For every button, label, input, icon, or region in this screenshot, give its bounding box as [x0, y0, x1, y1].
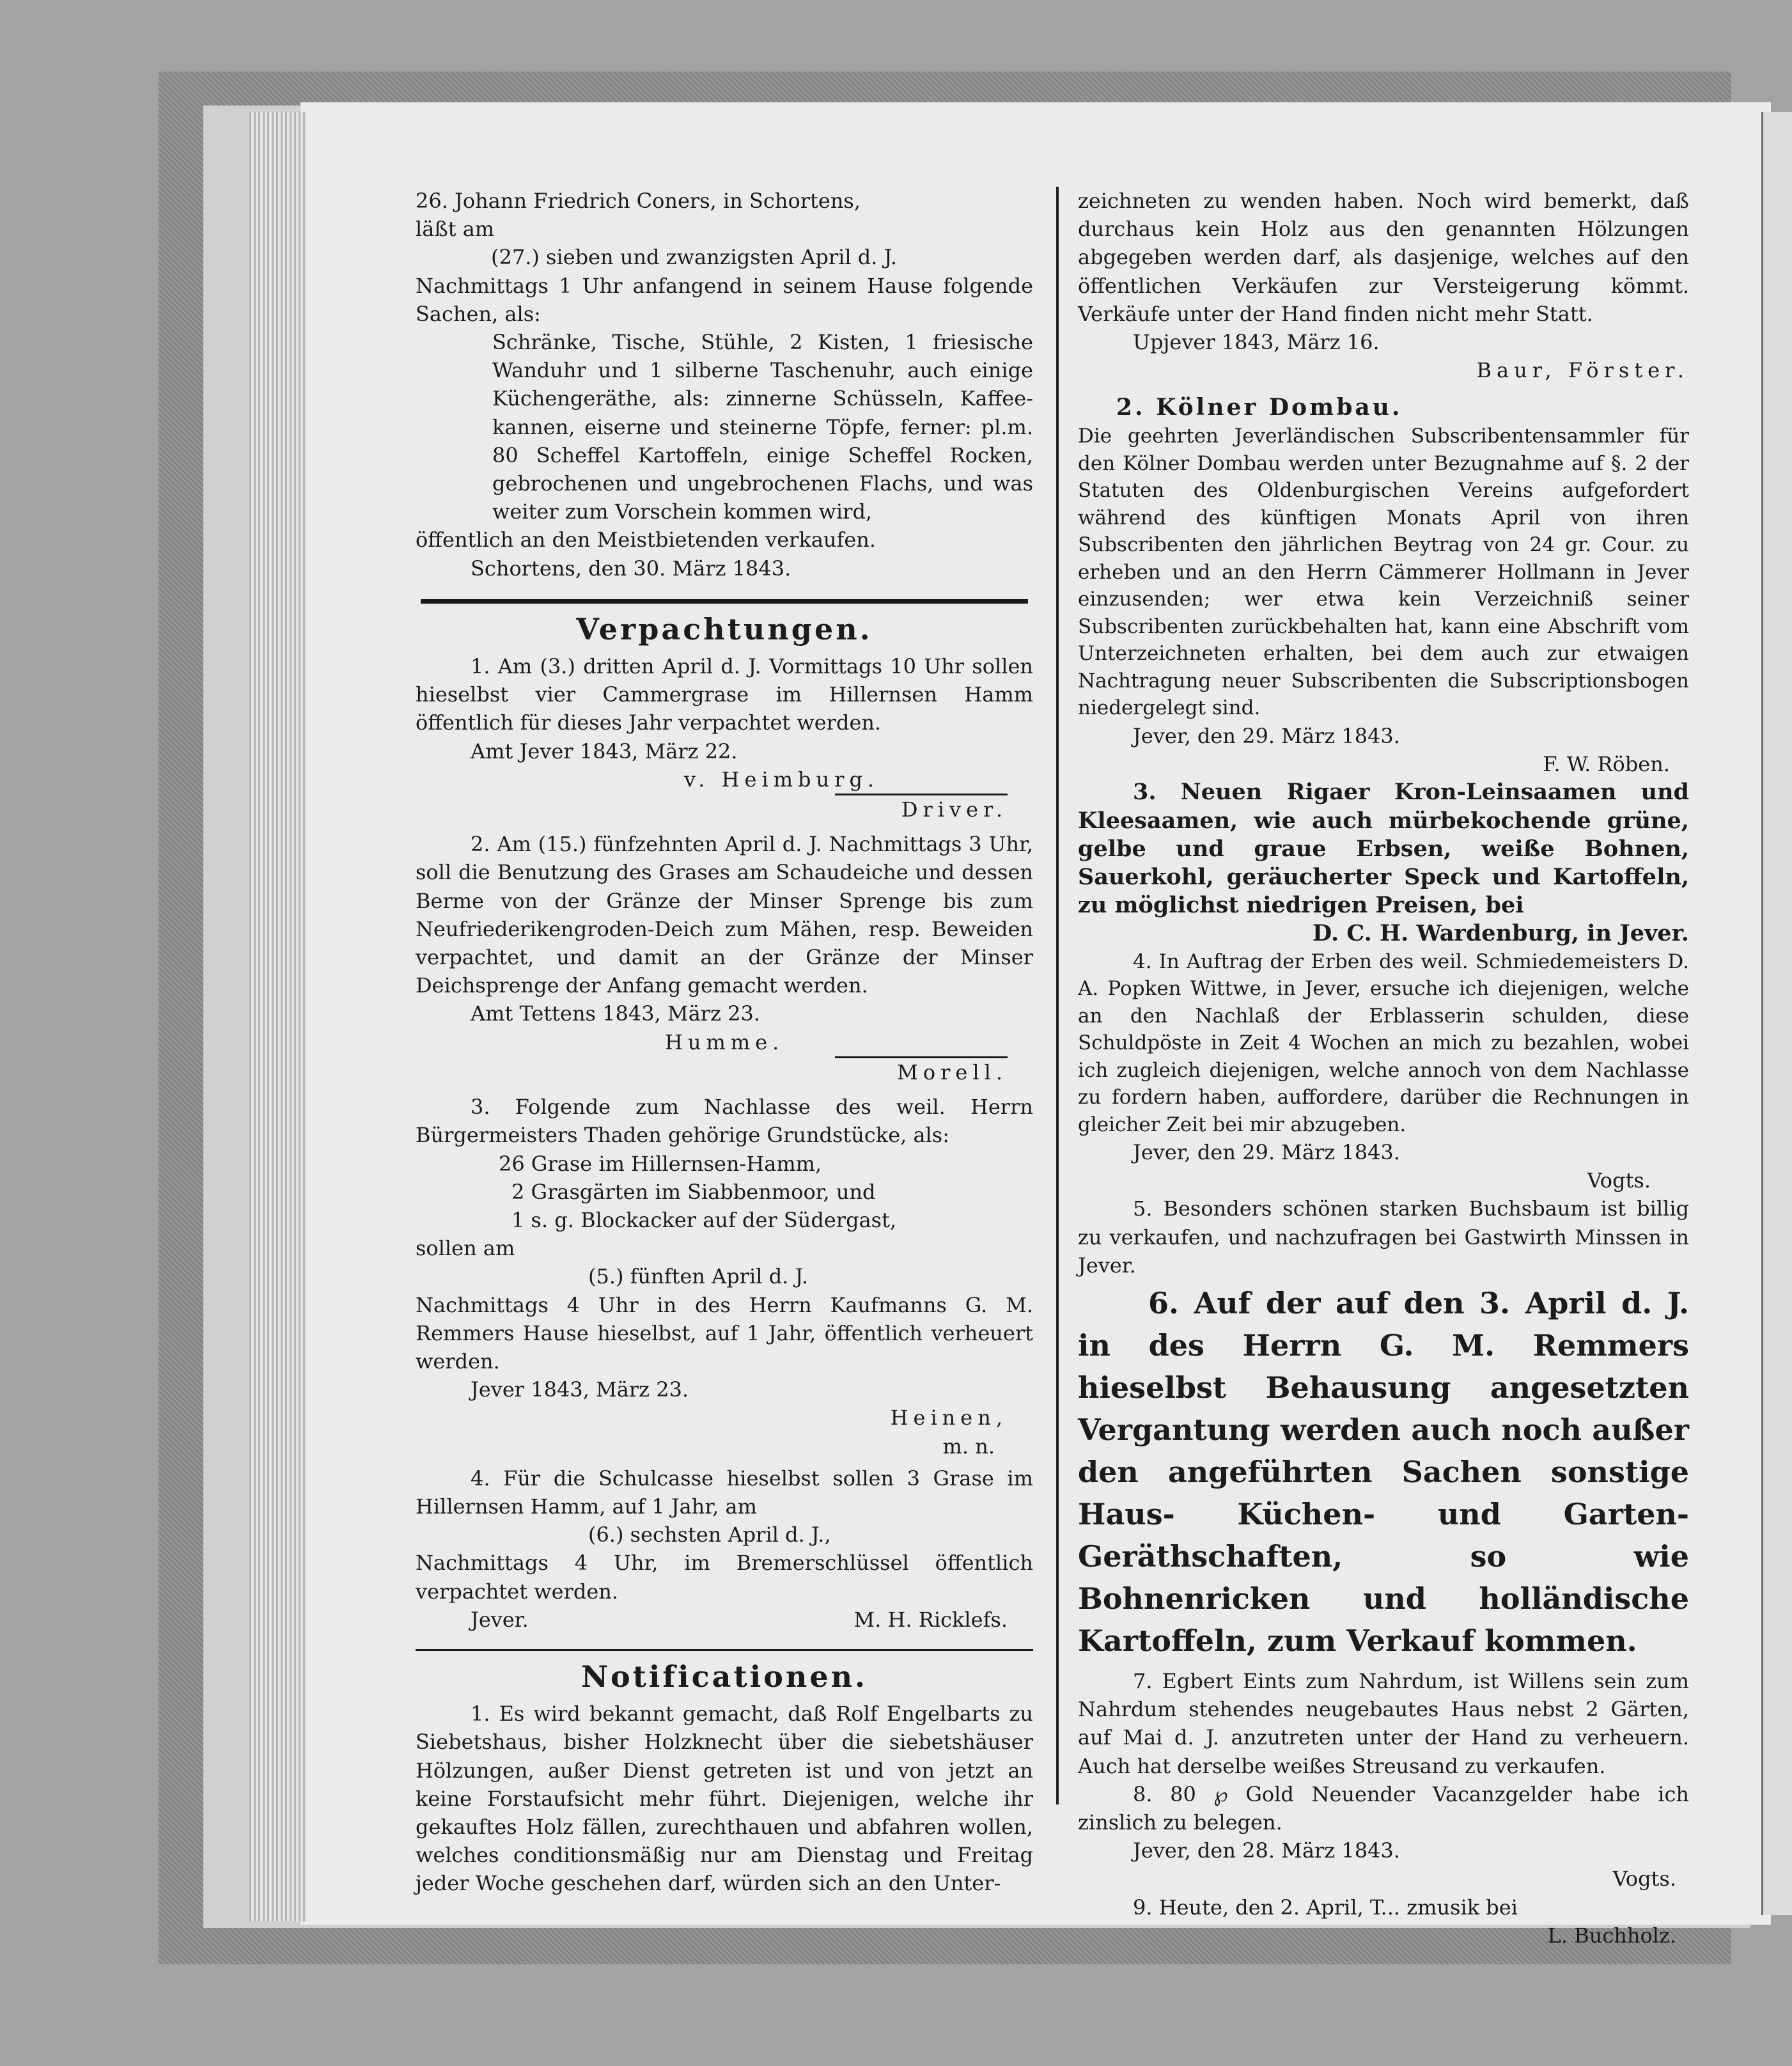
notification-4: [1078, 948, 1689, 1195]
notification-1-signature: Baur, Förster.: [1476, 358, 1689, 383]
verpachtung-4-date-line: (6.) sechsten April d. J.,: [588, 1522, 831, 1547]
verpachtung-4-place: Jever.: [471, 1607, 529, 1632]
verpachtung-2-signature-1: Humme.: [665, 1029, 784, 1054]
notification-1-continued-text: zeichneten zu wenden haben. Noch wird bemerkt, daß durchaus kein Holz aus den genannten Hölzungen abgegeben werden darf, als dasjenige, welches auf den öffentlichen Verkäufen zur Versteigerung kömmt. Verkäufe unter der Hand finden nicht mehr Statt.: [1078, 189, 1689, 326]
notification-2: [1078, 392, 1689, 778]
notification-3-text: 3. Neuen Rigaer Kron-Leinsaamen und Kleesaamen, wie auch mürbekochende grüne, gelbe und graue Erbsen, weiße Bohnen, Sauerkohl, geräucherter Speck und Kartoffeln, zu möglichst niedrigen Preisen, bei: [1078, 779, 1689, 919]
notification-8-text: 8. 80 ℘ Gold Neuender Vacanzgelder habe ich zinslich zu belegen.: [1078, 1781, 1689, 1835]
verpachtung-1-text: 1. Am (3.) dritten April d. J. Vormittags 10 Uhr sollen hieselbst vier Cammergrase im Hillernsen Hamm öffentlich für dieses Jahr verpachtet werden.: [416, 654, 1033, 735]
verpachtung-3-date: Jever 1843, März 23.: [471, 1377, 689, 1402]
column-rule: [1056, 187, 1059, 1804]
notification-3-signature: D. C. H. Wardenburg, in Jever.: [1312, 920, 1689, 947]
left-column: [416, 187, 1033, 1898]
notification-8-date: Jever, den 28. März 1843.: [1133, 1838, 1400, 1863]
verpachtung-3-item-3: 1 s. g. Blockacker auf der Südergast,: [511, 1207, 897, 1232]
verpachtung-3-signature-2: m. n.: [942, 1434, 995, 1459]
notification-6: [1078, 1282, 1689, 1662]
verpachtung-1-signature-1: v. Heimburg.: [684, 767, 880, 792]
notification-7-text: 7. Egbert Eints zum Nahrdum, ist Willens sein zum Nahrdum stehendes neugebautes Haus nebst 2 Gärten, auf Mai d. J. anzutreten unter der Hand zu verheuern. Auch hat derselbe weißes Streusand zu verkaufen.: [1078, 1669, 1689, 1778]
notification-1-date: Upjever 1843, März 16.: [1133, 330, 1380, 355]
section-title-verpachtungen: Verpachtungen.: [576, 611, 873, 646]
notification-2-title: 2. Kölner Dombau.: [1116, 394, 1403, 421]
notification-1: [416, 1700, 1033, 1897]
verpachtung-4: [416, 1464, 1033, 1634]
verpachtung-3-item-1: 26 Grase im Hillernsen-Hamm,: [499, 1151, 822, 1176]
notice-26-line2: läßt am: [416, 217, 495, 242]
verpachtung-4-heading: 4. Für die Schulcasse hieselbst sollen 3 Grase im Hillernsen Hamm, auf 1 Jahr, am: [416, 1466, 1033, 1519]
verpachtung-1: [416, 652, 1033, 824]
page-edges: [249, 112, 307, 1921]
notice-26-date-line: (27.) sieben und zwanzigsten April d. J.: [491, 245, 898, 270]
verpachtung-2-text: 2. Am (15.) fünfzehnten April d. J. Nachmittags 3 Uhr, soll die Benutzung des Grases am Schaudeiche und dessen Berme von der Gränze der Minser Sprenge bis zum Neufriederikengroden-Deich zum Mähen, resp. Beweiden verpachtet, und damit an der Gränze der Minser Deichsprenge der Anfang gemacht werden.: [416, 832, 1033, 998]
verpachtung-2-date: Amt Tettens 1843, März 23.: [471, 1001, 760, 1026]
notification-4-date: Jever, den 29. März 1843.: [1133, 1140, 1400, 1165]
notice-26: [416, 187, 1033, 583]
verpachtung-3-text: Nachmittags 4 Uhr in des Herrn Kaufmanns G. M. Remmers Hause hieselbst, auf 1 Jahr, öffentlich verheuert werden.: [416, 1292, 1033, 1373]
verpachtung-3-heading: 3. Folgende zum Nachlasse des weil. Herrn Bürgermeisters Thaden gehörige Grundstücke, als:: [416, 1095, 1033, 1148]
verpachtung-2: [416, 830, 1033, 1086]
notification-7: [1078, 1667, 1689, 1780]
section-title-notificationen: Notificationen.: [580, 1659, 868, 1694]
notification-4-signature: Vogts.: [1587, 1168, 1651, 1193]
notification-1-continued: [1078, 187, 1689, 384]
notification-1-text: 1. Es wird bekannt gemacht, daß Rolf Engelbarts zu Siebetshaus, bisher Holzknecht über die siebetshäuser Hölzungen, außer Dienst getreten ist und von jetzt an keine Forstaufsicht mehr führt. Diejenigen, welche ihr gekauftes Holz fällen, zurechthauen und abfahren wollen, welches conditionsmäßig nur am Dienstag und Freitag jeder Woche geschehen darf, würden sich an den Unter-: [416, 1702, 1033, 1896]
notice-26-closing: öffentlich an den Meistbietenden verkaufen.: [416, 528, 877, 552]
notification-8: [1078, 1780, 1689, 1893]
notice-26-time: Nachmittags 1 Uhr anfangend in seinem Hause folgende Sachen, als:: [416, 273, 1033, 326]
verpachtung-4-signature: M. H. Ricklefs.: [853, 1607, 1008, 1632]
verpachtung-4-text: Nachmittags 4 Uhr, im Bremerschlüssel öffentlich verpachtet werden.: [416, 1551, 1033, 1604]
notification-2-text: Die geehrten Jeverländischen Subscribentensammler für den Kölner Dombau werden unter Bezugnahme auf §. 2 der Statuten des Oldenburgischen Vereins aufgefordert während des künftigen Monats April von ihren Subscribenten den jährlichen Beytrag von 24 gr. Cour. zu erheben und an den Herrn Cämmerer Hollmann in Jever einzusenden; wer etwa kein Verzeichniß seiner Subscribenten zurückbehalten hat, kann eine Abschrift vom Unterzeichneten erhalten, bei dem auch zur etwaigen Nachtragung neuer Subscribenten die Subscriptionsbogen niedergelegt sind.: [1078, 425, 1689, 720]
notification-9: [1078, 1893, 1689, 1950]
notice-26-heading: 26. Johann Friedrich Coners, in Schortens,: [416, 189, 861, 213]
right-column: [1078, 187, 1689, 1950]
verpachtung-1-date: Amt Jever 1843, März 22.: [471, 739, 738, 763]
notice-26-place-date: Schortens, den 30. März 1843.: [471, 556, 791, 581]
notification-9-text: 9. Heute, den 2. April, T... zmusik bei: [1133, 1895, 1518, 1920]
next-page-edge: [1761, 112, 1792, 1915]
verpachtung-2-signature-2: Morell.: [897, 1060, 1008, 1084]
verpachtung-4-footer: [416, 1606, 1033, 1634]
verpachtung-3-line5: sollen am: [416, 1236, 515, 1261]
verpachtung-3-signature-1: Heinen,: [890, 1405, 1008, 1430]
section-divider: [416, 1649, 1033, 1651]
notice-26-items: Schränke, Tische, Stühle, 2 Kisten, 1 friesische Wanduhr und 1 silberne Taschenuhr, auch einige Küchengeräthe, als: zinnerne Schüsseln, Kaffee-kannen, eiserne und steinerne Töpfe, ferner: pl.m. 80 Scheffel Kartoffeln, einige Scheffel Rocken, gebrochenen und ungebrochenen Flachs, und was weiter zum Vorschein kommen wird,: [492, 330, 1033, 524]
verpachtung-3: [416, 1093, 1033, 1460]
notification-3: [1078, 778, 1689, 948]
verpachtung-1-signature-2: Driver.: [901, 797, 1008, 822]
notification-5: [1078, 1194, 1689, 1280]
notification-6-text: 6. Auf der auf den 3. April d. J. in des Herrn G. M. Remmers hieselbst Behausung angesetzten Vergantung werden auch noch außer den angeführten Sachen sonstige Haus- Küchen- und Garten-Geräthschaften, so wie Bohnenricken und holländische Kartoffeln, zum Verkauf kommen.: [1078, 1286, 1689, 1659]
notification-8-signature: Vogts.: [1612, 1866, 1676, 1891]
notification-2-date: Jever, den 29. März 1843.: [1133, 723, 1400, 748]
notification-5-text: 5. Besonders schönen starken Buchsbaum ist billig zu verkaufen, und nachzufragen bei Gastwirth Minssen in Jever.: [1078, 1196, 1689, 1278]
notification-4-text: 4. In Auftrag der Erben des weil. Schmiedemeisters D. A. Popken Wittwe, in Jever, ersuche ich diejenigen, welche an den Nachlaß der Erblasserin schulden, diese Schuldpöste in Zeit 4 Wochen an mich zu bezahlen, wobei ich zugleich diejenigen, welche annoch von dem Nachlasse zu fordern haben, auffordere, darüber die Rechnungen in gleicher Zeit bei mir abzugeben.: [1078, 950, 1689, 1136]
notification-2-signature: F. W. Röben.: [1543, 752, 1670, 777]
verpachtung-3-date-line: (5.) fünften April d. J.: [588, 1264, 809, 1289]
section-divider: [421, 599, 1028, 604]
verpachtung-3-item-2: 2 Grasgärten im Siabbenmoor, und: [511, 1179, 876, 1204]
notification-9-signature: L. Buchholz.: [1547, 1923, 1676, 1948]
